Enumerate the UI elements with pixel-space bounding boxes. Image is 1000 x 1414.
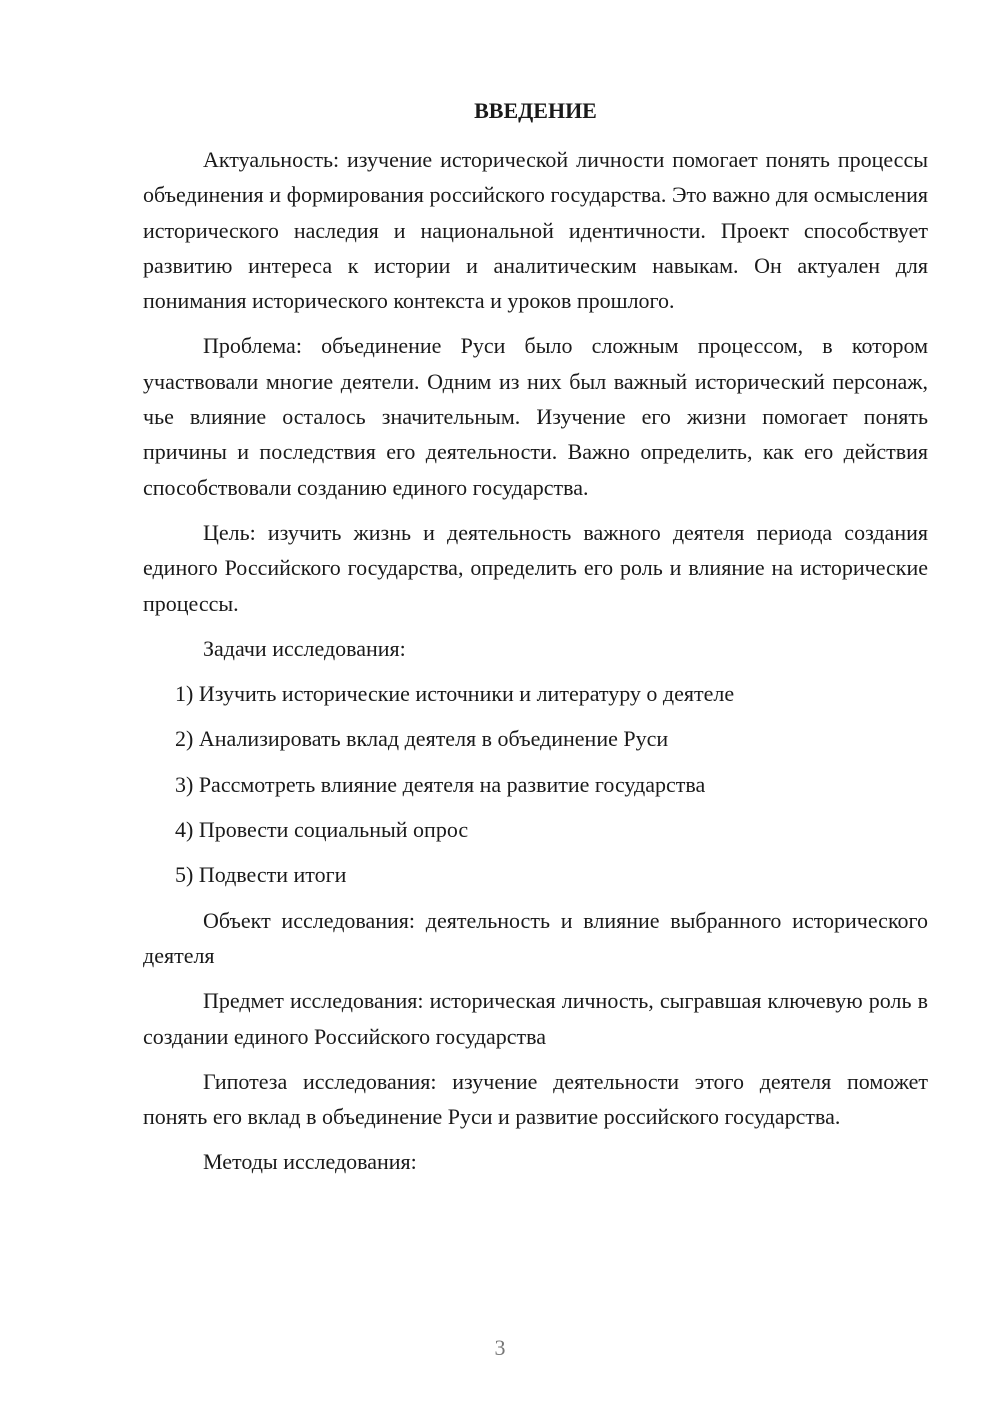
task-item-5: 5) Подвести итоги bbox=[175, 862, 347, 888]
document-title: ВВЕДЕНИЕ bbox=[474, 98, 597, 123]
methods-heading: Методы исследования: bbox=[203, 1149, 417, 1175]
tasks-list bbox=[143, 676, 928, 892]
task-item-3: 3) Рассмотреть влияние деятеля на развитие государства bbox=[175, 771, 706, 797]
paragraph-problem: Проблема: объединение Руси было сложным процессом, в котором участвовали многие деятели. Одним из них был важный исторический персонаж, чье влияние осталось значительным. Изучение его жизни помогает понять причины и последствия его деятельности. Важно определить, как его действия способствовали созданию единого государства. bbox=[143, 333, 928, 500]
paragraph-goal: Цель: изучить жизнь и деятельность важного деятеля периода создания единого Российского государства, определить его роль и влияние на исторические процессы. bbox=[143, 519, 928, 616]
tasks-heading: Задачи исследования: bbox=[203, 635, 406, 661]
document-body bbox=[143, 142, 928, 1190]
paragraph-hypothesis: Гипотеза исследования: изучение деятельности этого деятеля поможет понять его вклад в объединение Руси и развитие российского государства. bbox=[143, 1068, 928, 1130]
paragraph-relevance: Актуальность: изучение исторической личности помогает понять процессы объединения и формирования российского государства. Это важно для осмысления исторического наследия и национальной идентичности. Проект способствует развитию интереса к истории и аналитическим навыкам. Он актуален для понимания исторического контекста и уроков прошлого. bbox=[143, 147, 928, 314]
task-item-1: 1) Изучить исторические источники и литературу о деятеле bbox=[175, 681, 735, 707]
task-item-4: 4) Провести социальный опрос bbox=[175, 817, 469, 843]
page-number: 3 bbox=[494, 1335, 506, 1360]
task-item-2: 2) Анализировать вклад деятеля в объединение Руси bbox=[175, 726, 669, 752]
paragraph-object: Объект исследования: деятельность и влияние выбранного исторического деятеля bbox=[143, 907, 928, 968]
paragraph-subject: Предмет исследования: историческая личность, сыгравшая ключевую роль в создании единого Российского государства bbox=[143, 988, 928, 1049]
